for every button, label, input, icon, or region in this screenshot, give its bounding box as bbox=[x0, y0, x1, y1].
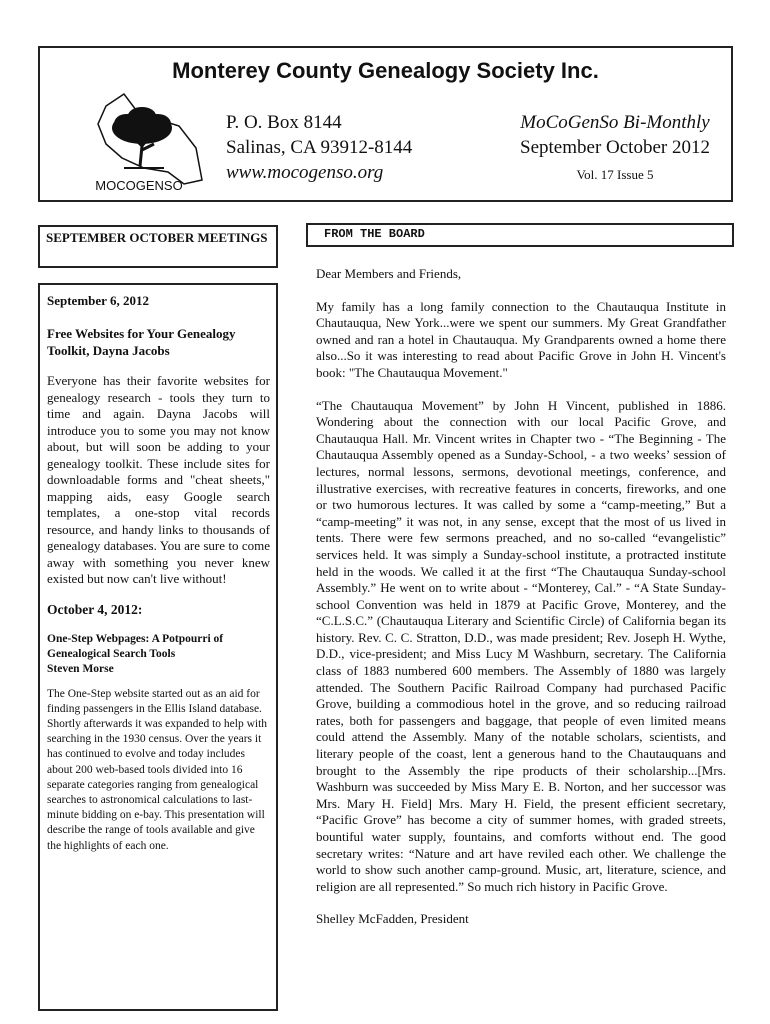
greeting: Dear Members and Friends, bbox=[316, 266, 462, 281]
article-paragraph-1: My family has a long family connection to the Chautauqua Institute in Chautauqua, New York...were we spent our summers. My Great Grandfather owned and ran a hotel in Chautauqua. My Grandparents owned a home there also...So it was interesting to read about Pacific Grove in John H. Vincent's book: "The Chautauqua Movement." bbox=[316, 298, 726, 380]
volume-issue: Vol. 17 Issue 5 bbox=[576, 167, 654, 182]
issue-date: September October 2012 bbox=[520, 137, 710, 158]
meetings-heading: SEPTEMBER OCTOBER MEETINGS bbox=[38, 225, 278, 268]
board-article bbox=[316, 266, 726, 944]
meetings-column bbox=[38, 283, 278, 1011]
address-line-1: P. O. Box 8144 bbox=[226, 112, 342, 133]
address-line-2: Salinas, CA 93912-8144 bbox=[226, 137, 413, 158]
logo-label: MOCOGENSO bbox=[95, 178, 183, 193]
article-paragraph-2: “The Chautauqua Movement” by John H Vincent, published in 1886. Wondering about the connection with our local Pacific Grove, and Chautauqua Hall. Mr. Vincent writes in Chapter two - “The Beginning - The Chautauqua Assembly opened as a Sunday-School, - a two weeks’ session of lectures, normal lessons, sermons, devotional meetings, conference, and illustrative exercises, with recreative features in concerts, fireworks, and one or two humorous lectures. It was called by some a “camp-meeting,” But a “camp-meeting” it was not, in any sense, except that the most of us lived in tents. There were few sermons preached, and no so-called “evangelistic” services held. It was simply a Sunday-school institute, a protracted institute held in the woods. We called it at the first “The Chautauqua Sunday-school Assembly.” He went on to write about - “Monterey, Cal.” - “A State Sunday-school Convention was held in 1879 at Pacific Grove, Monterey, and the “C.L.S.C.” (Chautauqua Literary and Scientific Circle) of California began its history. Rev. C. C. Stratton, D.D., was made president; Rev. Joseph H. Wythe, D.D., vice-president; and Miss Lucy M Washburn, secretary. The California class of 1883 numbered 600 members. The Assembly of 1880 was largely attended. The Southern Pacific Railroad Company had purchased Pacific Grove, building a commodious hotel in the grove, and so reducing railroad rates, both for passengers and baggage, that people of even limited means could attend the Assembly. Many of the notable scholars, scientists, and literary people of the coast, lent a generous hand to the Chautauquans and brought to the Assembly the ripe products of their scholarship...[Mrs. Washburn was succeeded by Miss Mary E. B. Norton, and her successor was Mrs. Mary H. Field] Mrs. Mary H. Field, the present efficient secretary, “Pacific Grove” has become a city of summer homes, with graded streets, bountiful water supply, fountains, and comforts without end. The good secretary writes: “Nature and art have reviled each other. We challenge the world to show such another camp-ground. Music, art, literature, science, and religion are all represented.” So much rich history in Pacific Grove. bbox=[316, 397, 726, 894]
org-title: Monterey County Genealogy Society Inc. bbox=[172, 58, 599, 83]
event1-description: Everyone has their favorite websites for genealogy research - tools they turn to time and again. Dayna Jacobs will introduce you to some you may not know about, but will soon be adding to your genealogy toolkit. These include sites for downloadable forms and "cheat sheets," mapping aids, easy Google search templates, a one-stop vital records resource, and handy links to thousands of genealogy databases. You are sure to come away with something you never knew existed but now can't live without! bbox=[47, 373, 270, 586]
event2-title bbox=[47, 632, 270, 677]
website-link[interactable]: www.mocogenso.org bbox=[226, 162, 384, 183]
publication-info bbox=[510, 110, 720, 187]
event2-date: October 4, 2012: bbox=[47, 601, 143, 617]
event2-title-text: One-Step Webpages: A Potpourri of Genealogical Search Tools bbox=[47, 632, 224, 660]
board-heading: FROM THE BOARD bbox=[306, 223, 734, 247]
mailing-address bbox=[226, 110, 412, 185]
event2-description: The One-Step website started out as an aid for finding passengers in the Ellis Island database. Shortly afterwards it was expanded to help with searching in the 1930 census. Over the years it has continued to evolve and today includes about 200 web-based tools divided into 16 separate categories ranging from genealogical searches to astronomical calculations to last-minute bidding on e-bay. This presentation will describe the range of tools available and give the highlights of each one. bbox=[47, 687, 268, 852]
event1-title: Free Websites for Your Genealogy Toolkit, Dayna Jacobs bbox=[47, 326, 236, 358]
masthead bbox=[38, 46, 733, 202]
newsletter-name: MoCoGenSo Bi-Monthly bbox=[520, 112, 710, 133]
signature: Shelley McFadden, President bbox=[316, 911, 469, 927]
event1-date: September 6, 2012 bbox=[47, 293, 149, 308]
event2-speaker: Steven Morse bbox=[47, 662, 114, 675]
